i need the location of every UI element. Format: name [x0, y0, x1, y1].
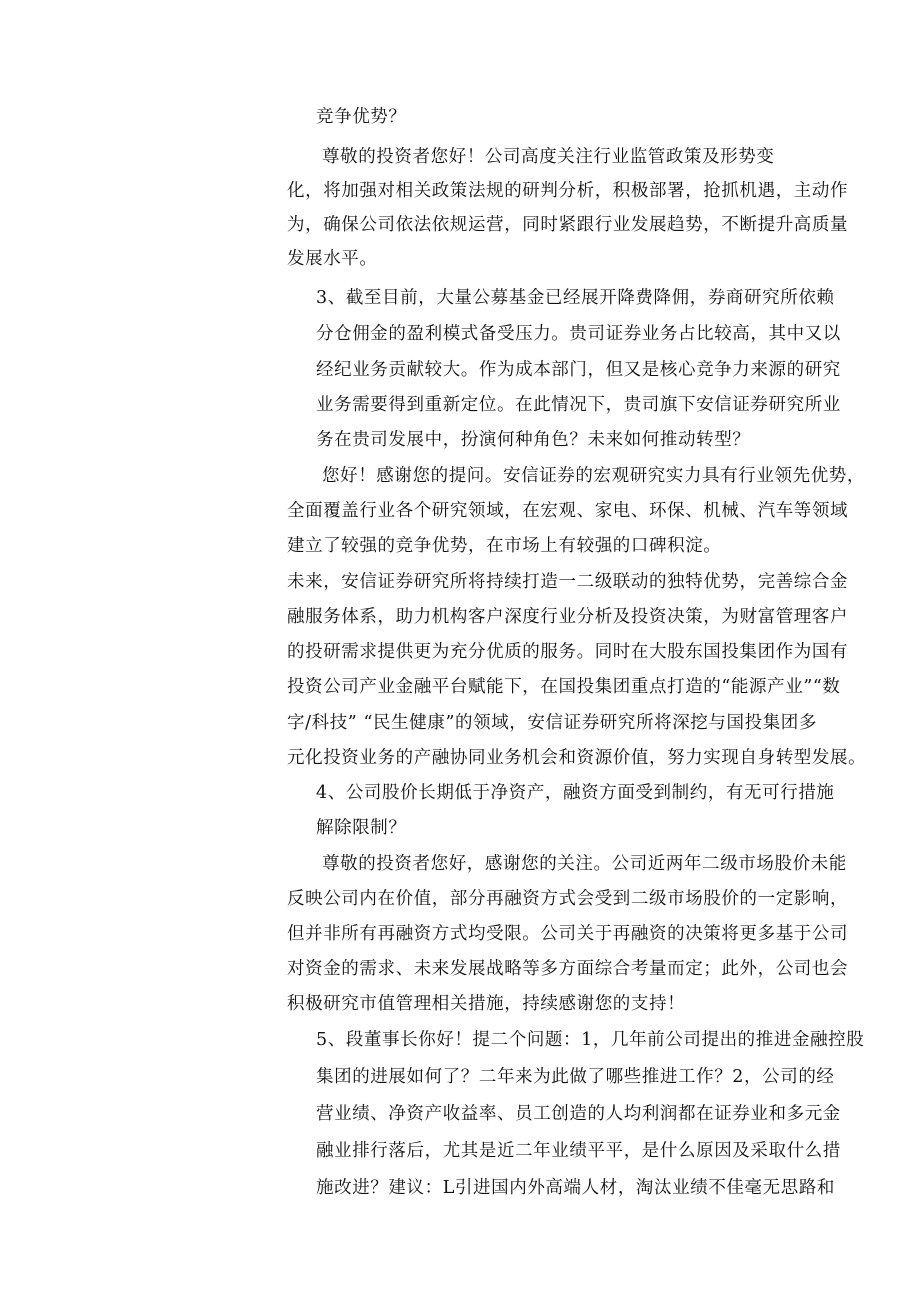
text-line: 尊敬的投资者您好！公司高度关注行业监管政策及形势变: [322, 147, 775, 167]
text-line: 3、截至目前，大量公募基金已经展开降费降佣，券商研究所依赖: [316, 288, 835, 308]
text-line: 字/科技” “民生健康”的领域，安信证券研究所将深挖与国投集团多: [287, 713, 817, 733]
text-line: 4、公司股价长期低于净资产，融资方面受到制约，有无可行措施: [316, 783, 835, 803]
text-line: 对资金的需求、未来发展战略等多方面综合考量而定；此外，公司也会: [287, 959, 849, 979]
text-line: 元化投资业务的产融协同业务机会和资源价值，努力实现自身转型发展。: [287, 748, 867, 768]
text-line: 融服务体系，助力机构客户深度行业分析及投资决策，为财富管理客户: [287, 607, 849, 627]
text-line: 竞争优势？: [316, 107, 407, 127]
text-line: 您好！感谢您的提问。安信证券的宏观研究实力具有行业领先优势，: [322, 466, 865, 486]
text-line: 为，确保公司依法依规运营，同时紧跟行业发展趋势，不断提升高质量: [287, 215, 849, 235]
text-line: 务在贵司发展中，扮演何种角色？未来如何推动转型？: [316, 430, 751, 450]
text-line: 但并非所有再融资方式均受限。公司关于再融资的决策将更多基于公司: [287, 924, 849, 944]
text-line: 业务需要得到重新定位。在此情况下，贵司旗下安信证券研究所业: [316, 395, 841, 415]
text-line: 化，将加强对相关政策法规的研判分析，积极部署，抢抓机遇，主动作: [287, 181, 849, 201]
text-line: 集团的进展如何了？二年来为此做了哪些推进工作？2，公司的经: [316, 1067, 835, 1087]
text-line: 积极研究市值管理相关措施，持续感谢您的支持！: [287, 994, 686, 1014]
text-line: 5、段董事长你好！提二个问题：1，几年前公司提出的推进金融控股: [316, 1030, 865, 1050]
text-line: 营业绩、净资产收益率、员工创造的人均利润都在证券业和多元金: [316, 1104, 841, 1124]
text-line: 的投研需求提供更为充分优质的服务。同时在大股东国投集团作为国有: [287, 642, 849, 662]
text-line: 经纪业务贡献较大。作为成本部门，但又是核心竞争力来源的研究: [316, 360, 841, 380]
text-line: 投资公司产业金融平台赋能下，在国投集团重点打造的“能源产业”“数: [287, 677, 841, 697]
text-line: 解除限制？: [316, 818, 407, 838]
text-line: 未来，安信证券研究所将持续打造一二级联动的独特优势，完善综合金: [287, 572, 849, 592]
text-line: 施改进？建议：L引进国内外高端人材，淘汰业绩不佳毫无思路和: [316, 1178, 836, 1198]
text-line: 融业排行落后，尤其是近二年业绩平平，是什么原因及采取什么措: [316, 1141, 841, 1161]
text-line: 分仓佣金的盈利模式备受压力。贵司证券业务占比较高，其中又以: [316, 324, 841, 344]
text-line: 全面覆盖行业各个研究领域，在宏观、家电、环保、机械、汽车等领域: [287, 501, 849, 521]
text-line: 建立了较强的竞争优势，在市场上有较强的口碑积淀。: [287, 536, 722, 556]
text-line: 反映公司内在价值，部分再融资方式会受到二级市场股价的一定影响，: [287, 889, 849, 909]
text-line: 发展水平。: [287, 249, 378, 269]
text-line: 尊敬的投资者您好，感谢您的关注。公司近两年二级市场股价未能: [322, 854, 847, 874]
